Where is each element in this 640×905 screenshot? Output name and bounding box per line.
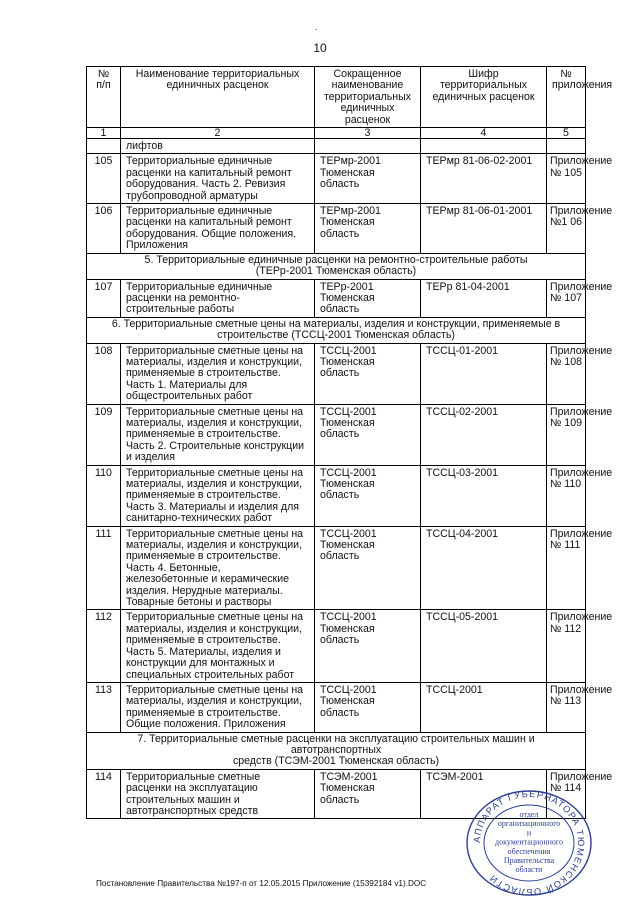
row-number: 105 — [87, 154, 121, 204]
row-appendix: Приложение № 111 — [547, 526, 586, 610]
row-appendix: Приложение № 107 — [547, 279, 586, 317]
row-code: ТССЦ-04-2001 — [421, 526, 547, 610]
row-number: 114 — [87, 769, 121, 819]
table-row — [87, 204, 586, 254]
row-short-name: ТССЦ-2001 Тюменская область — [315, 610, 421, 682]
row-code: ТЕРмр 81-06-01-2001 — [421, 204, 547, 254]
row-code: ТЕРр 81-04-2001 — [421, 279, 547, 317]
row-appendix: Приложение № 113 — [547, 682, 586, 732]
row-name: Территориальные сметные цены на материалы, изделия и конструкции, применяемые в строительстве. Часть 3. Материалы и изделия для санитарно-технических работ — [121, 465, 315, 526]
row-short-name: ТССЦ-2001 Тюменская область — [315, 682, 421, 732]
row-short-name: ТЕРр-2001 Тюменская область — [315, 279, 421, 317]
row-number: 107 — [87, 279, 121, 317]
row-code: ТЕРмр 81-06-02-2001 — [421, 154, 547, 204]
section-heading: 5. Территориальные единичные расценки на ремонтно-строительные работы (ТЕРр-2001 Тюменская область) — [87, 253, 586, 279]
row-number: 111 — [87, 526, 121, 610]
column-number: 3 — [315, 128, 421, 139]
section-heading-row — [87, 253, 586, 279]
row-number: 108 — [87, 343, 121, 404]
row-short-name: ТССЦ-2001 Тюменская область — [315, 343, 421, 404]
row-short-name: ТССЦ-2001 Тюменская область — [315, 404, 421, 465]
row-short-name: ТССЦ-2001 Тюменская область — [315, 526, 421, 610]
row-number — [87, 139, 121, 154]
header-name: Наименование территориальных единичных расценок — [121, 67, 315, 128]
row-appendix — [547, 139, 586, 154]
table-row — [87, 465, 586, 526]
row-code: ТССЦ-2001 — [421, 682, 547, 732]
header-appendix: № приложения — [547, 67, 586, 128]
table-row — [87, 279, 586, 317]
header-num: № п/п — [87, 67, 121, 128]
row-short-name — [315, 139, 421, 154]
row-appendix: Приложение № 108 — [547, 343, 586, 404]
row-number: 106 — [87, 204, 121, 254]
table-row — [87, 682, 586, 732]
row-name: Территориальные единичные расценки на капитальный ремонт оборудования. Часть 2. Ревизия трубопроводной арматуры — [121, 154, 315, 204]
row-appendix: Приложение № 114 — [547, 769, 586, 819]
section-heading: 7. Территориальные сметные расценки на эксплуатацию строительных машин и автотранспортных средств (ТСЭМ-2001 Тюменская область) — [87, 732, 586, 769]
table-header-row — [87, 67, 586, 128]
row-appendix: Приложение № 105 — [547, 154, 586, 204]
section-heading: 6. Территориальные сметные цены на материалы, изделия и конструкции, применяемые в строительстве (ТССЦ-2001 Тюменская область) — [87, 317, 586, 343]
row-name: Территориальные сметные цены на материалы, изделия и конструкции, применяемые в строительстве. Часть 5. Материалы, изделия и конструкции для монтажных и специальных строительных работ — [121, 610, 315, 682]
row-number: 113 — [87, 682, 121, 732]
stamp-line: Правительства — [503, 856, 555, 865]
section-heading-row — [87, 732, 586, 769]
row-number: 109 — [87, 404, 121, 465]
column-number: 5 — [547, 128, 586, 139]
stamp-line: области — [515, 865, 543, 875]
registry-table — [86, 66, 613, 819]
row-name: Территориальные единичные расценки на ремонтно- строительные работы — [121, 279, 315, 317]
column-number: 4 — [421, 128, 547, 139]
table-row — [87, 154, 586, 204]
header-code: Шифр территориальных единичных расценок — [421, 67, 547, 128]
row-name: Территориальные сметные цены на материалы, изделия и конструкции, применяемые в строительстве. Часть 1. Материалы для общестроительных работ — [121, 343, 315, 404]
column-number-row — [87, 128, 586, 139]
row-appendix: Приложение № 112 — [547, 610, 586, 682]
row-number: 112 — [87, 610, 121, 682]
row-code: ТССЦ-01-2001 — [421, 343, 547, 404]
row-name: Территориальные сметные цены на материалы, изделия и конструкции, применяемые в строительстве. Часть 2. Строительные конструкции и изделия — [121, 404, 315, 465]
official-stamp — [462, 789, 596, 897]
row-code — [421, 139, 547, 154]
row-appendix: Приложение №1 06 — [547, 204, 586, 254]
row-code: ТССЦ-05-2001 — [421, 610, 547, 682]
table-row — [87, 404, 586, 465]
row-appendix: Приложение № 110 — [547, 465, 586, 526]
stamp-ring-text: АППАРАТ ГУБЕРНАТОРА ТЮМЕНСКОЙ ОБЛАСТИ — [471, 789, 587, 897]
row-name: Территориальные сметные расценки на эксплуатацию строительных машин и автотранспортных средств — [121, 769, 315, 819]
row-number: 110 — [87, 465, 121, 526]
row-code: ТСЭМ-2001 — [421, 769, 547, 819]
stamp-center-text — [495, 810, 563, 874]
document-footer: Постановление Правительства №197-п от 12.05.2015 Приложение (15392184 v1).DOC — [96, 879, 427, 888]
section-heading-row — [87, 317, 586, 343]
row-short-name: ТЕРмр-2001 Тюменская область — [315, 204, 421, 254]
scan-dot: . — [315, 22, 318, 32]
row-code: ТССЦ-02-2001 — [421, 404, 547, 465]
row-short-name: ТЕРмр-2001 Тюменская область — [315, 154, 421, 204]
row-name: Территориальные единичные расценки на капитальный ремонт оборудования. Общие положения. Приложения — [121, 204, 315, 254]
stamp-line: документационного — [495, 837, 563, 847]
row-name: Территориальные сметные цены на материалы, изделия и конструкции, применяемые в строительстве. Часть 4. Бетонные, железобетонные и керамические изделия. Нерудные материалы. Товарные бетоны и растворы — [121, 526, 315, 610]
row-short-name: ТССЦ-2001 Тюменская область — [315, 465, 421, 526]
row-appendix: Приложение № 109 — [547, 404, 586, 465]
table-row — [87, 610, 586, 682]
column-number: 1 — [87, 128, 121, 139]
stamp-line: отдел — [519, 810, 539, 819]
page-number: 10 — [313, 41, 327, 55]
stamp-line: организационного — [497, 819, 561, 829]
stamp-line: и — [526, 828, 532, 838]
row-name: Территориальные сметные цены на материалы, изделия и конструкции, применяемые в строительстве. Общие положения. Приложения — [121, 682, 315, 732]
table-row — [87, 343, 586, 404]
table-row — [87, 526, 586, 610]
table-row — [87, 139, 586, 154]
row-short-name: ТСЭМ-2001 Тюменская область — [315, 769, 421, 819]
row-code: ТССЦ-03-2001 — [421, 465, 547, 526]
header-short-name: Сокращенное наименование территориальных единичных расценок — [315, 67, 421, 128]
stamp-line: обеспечения — [507, 846, 551, 856]
column-number: 2 — [121, 128, 315, 139]
row-name: лифтов — [121, 139, 315, 154]
